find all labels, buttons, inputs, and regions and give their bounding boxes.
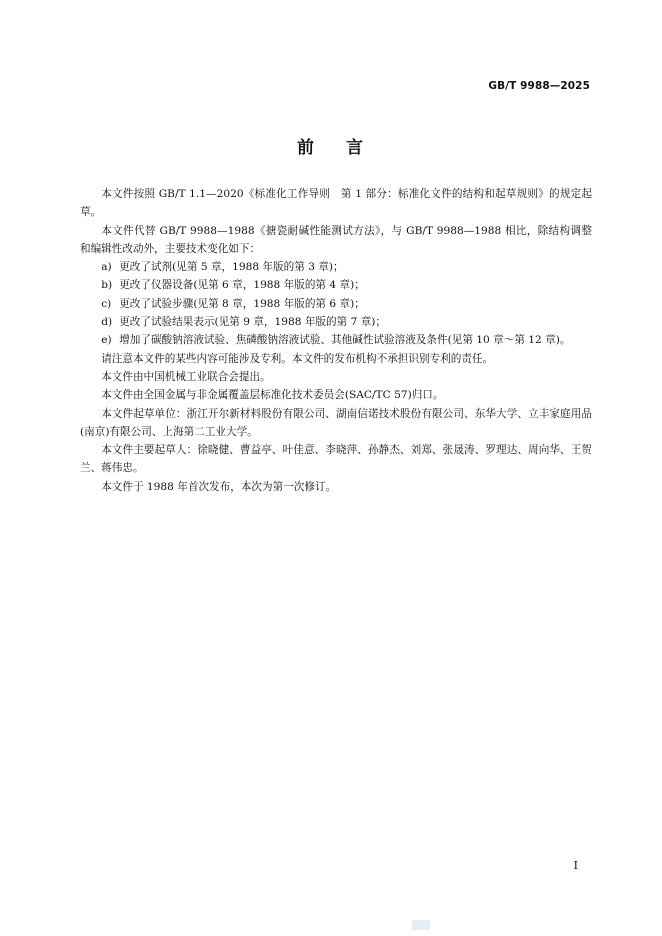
list-marker: b) xyxy=(101,279,113,292)
list-marker: c) xyxy=(101,297,112,310)
list-item xyxy=(80,313,592,331)
list-item-text: 更改了仪器设备(见第 6 章，1988 年版的第 4 章)； xyxy=(119,279,365,292)
watermark-mark xyxy=(412,920,430,930)
list-item xyxy=(80,331,592,349)
list-item-text: 更改了试验结果表示(见第 9 章，1988 年版的第 7 章)； xyxy=(119,316,387,329)
paragraph-proposer: 本文件由中国机械工业联合会提出。 xyxy=(101,370,271,383)
list-item xyxy=(80,258,592,276)
list-marker: d) xyxy=(101,316,113,329)
foreword-body xyxy=(80,185,592,496)
list-item-text: 更改了试剂(见第 5 章，1988 年版的第 3 章)； xyxy=(119,261,344,274)
paragraph-replacement: 本文件代替 GB/T 9988—1988《搪瓷耐碱性能测试方法》，与 GB/T 9988—1988 相比，除结构调整和编辑性改动外，主要技术变化如下： xyxy=(80,224,592,255)
list-item xyxy=(80,295,592,313)
title-part-1: 前 xyxy=(297,138,316,158)
page-number: I xyxy=(573,859,578,872)
title-part-2: 言 xyxy=(346,138,365,158)
page-title xyxy=(0,133,662,158)
list-item-text: 增加了碳酸钠溶液试验、焦磷酸钠溶液试验、其他碱性试验溶液及条件(见第 10 章～第 12 章)。 xyxy=(119,334,571,347)
list-marker: a) xyxy=(101,261,112,274)
change-list xyxy=(80,258,592,349)
standard-code: GB/T 9988—2025 xyxy=(488,80,590,92)
paragraph-drafters: 本文件主要起草人：徐晓健、曹益亭、叶佳意、李晓萍、孙静杰、刘郑、张晟涛、罗理达、周向华、王贺兰、蒋伟忠。 xyxy=(80,444,592,475)
paragraph-drafting-units: 本文件起草单位：浙江开尔新材料股份有限公司、湖南信诺技术股份有限公司、东华大学、立丰家庭用品(南京)有限公司、上海第二工业大学。 xyxy=(80,407,592,438)
list-item xyxy=(80,276,592,294)
paragraph-drafting-rules: 本文件按照 GB/T 1.1—2020《标准化工作导则 第 1 部分：标准化文件的结构和起草规则》的规定起草。 xyxy=(80,188,592,219)
paragraph-release-history: 本文件于 1988 年首次发布，本次为第一次修订。 xyxy=(101,480,337,493)
paragraph-committee: 本文件由全国金属与非金属覆盖层标准化技术委员会(SAC/TC 57)归口。 xyxy=(101,389,444,402)
list-marker: e) xyxy=(101,334,112,347)
paragraph-patent-note: 请注意本文件的某些内容可能涉及专利。本文件的发布机构不承担识别专利的责任。 xyxy=(101,352,494,365)
list-item-text: 更改了试验步骤(见第 8 章，1988 年版的第 6 章)； xyxy=(119,297,365,310)
